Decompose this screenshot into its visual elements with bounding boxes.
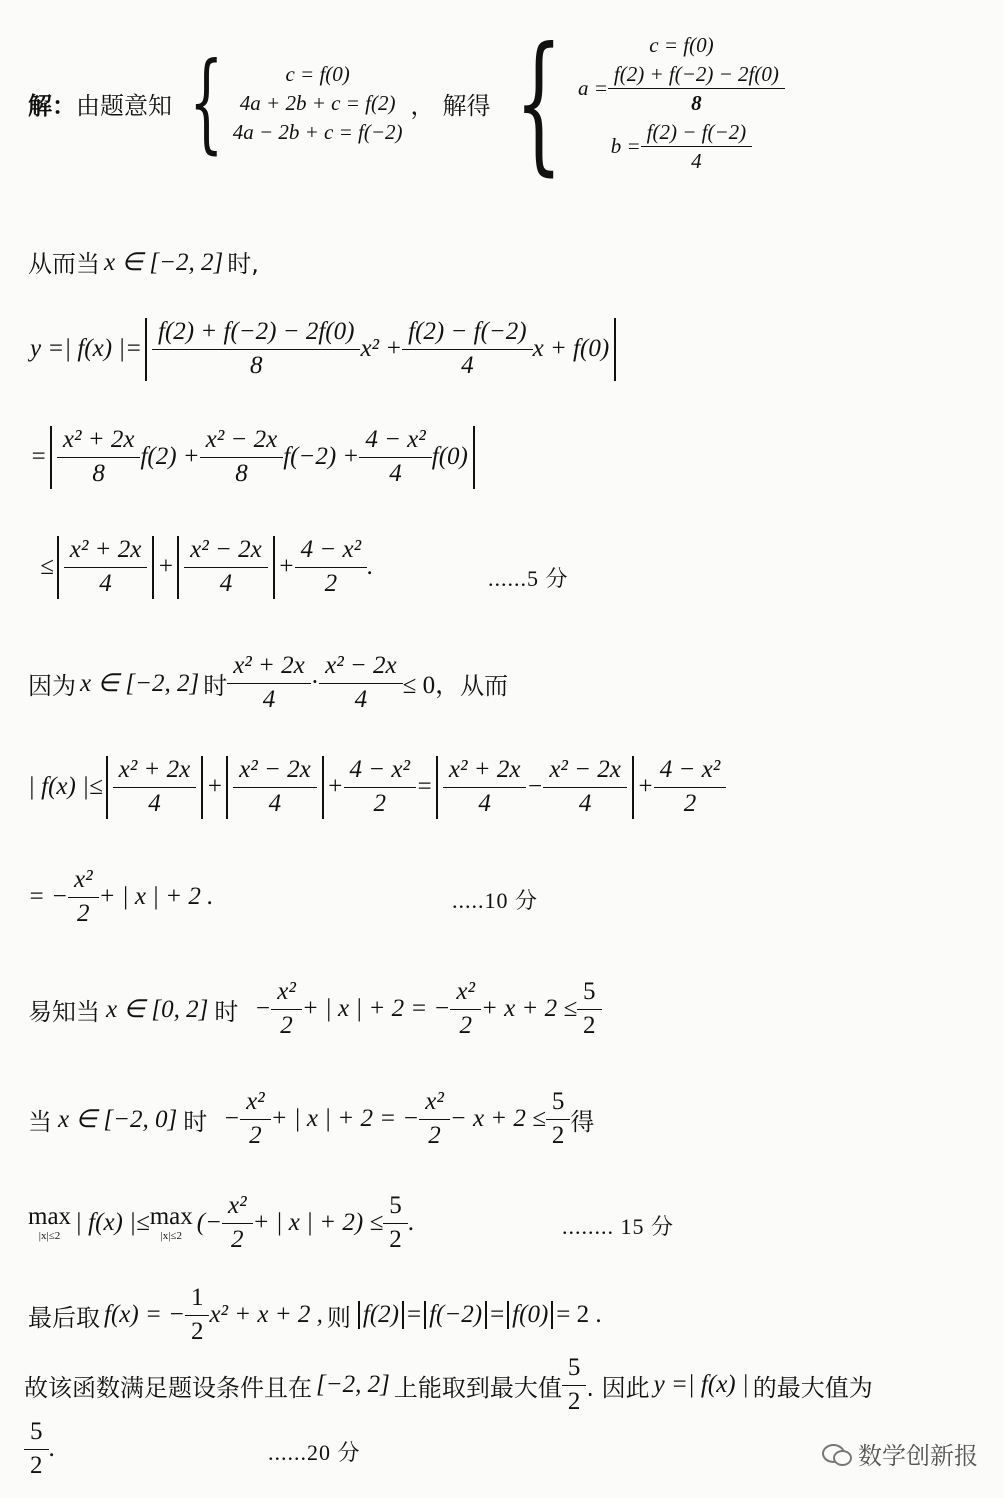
term: | f(x) |≤ bbox=[75, 1209, 150, 1237]
fraction bbox=[236, 756, 314, 819]
abs-fneg2: f(−2) bbox=[424, 1301, 487, 1329]
fraction bbox=[60, 426, 138, 489]
numerator: x² bbox=[227, 1192, 247, 1219]
b-lhs: b = bbox=[610, 133, 641, 158]
max-operator bbox=[150, 1204, 193, 1242]
text: 时 bbox=[203, 671, 228, 700]
numerator: 5 bbox=[551, 1088, 565, 1115]
expr: y =| f(x) | bbox=[653, 1371, 749, 1399]
score-20: ......20 分 bbox=[268, 1440, 361, 1465]
denominator: 2 bbox=[562, 1385, 587, 1417]
system-of-equations-line bbox=[28, 16, 785, 190]
fraction bbox=[611, 62, 782, 115]
denominator: 4 bbox=[543, 787, 627, 819]
numerator: x² + 2x bbox=[69, 536, 142, 563]
denominator: 2 bbox=[24, 1449, 49, 1481]
interval-expr: x ∈ [−2, 2] bbox=[104, 248, 224, 276]
expr: x² + x + 2 , bbox=[209, 1301, 323, 1329]
fraction bbox=[230, 652, 308, 715]
numerator: x² − 2x bbox=[190, 536, 262, 563]
period: . bbox=[48, 1435, 55, 1463]
numerator: x² bbox=[74, 866, 93, 893]
plus: + bbox=[206, 773, 224, 801]
denominator: 4 bbox=[227, 683, 311, 715]
numerator: f(2) + f(−2) − 2f(0) bbox=[158, 318, 355, 345]
equals: = bbox=[406, 1301, 422, 1329]
term: − x + 2 ≤ bbox=[449, 1105, 546, 1133]
denominator: 4 bbox=[402, 349, 532, 381]
case-negative-line bbox=[28, 1088, 594, 1151]
numerator: 4 − x² bbox=[659, 756, 721, 783]
term: + | x | + 2) ≤ bbox=[252, 1209, 384, 1237]
term: + | x | + 2 = − bbox=[301, 995, 451, 1023]
numerator: 4 − x² bbox=[365, 426, 426, 453]
given-system bbox=[233, 60, 403, 147]
numerator: x² bbox=[456, 978, 475, 1005]
numerator: x² − 2x bbox=[239, 756, 311, 783]
interval-expr: [−2, 2] bbox=[316, 1371, 390, 1399]
numerator: x² + 2x bbox=[62, 426, 135, 453]
inequality-line bbox=[40, 536, 373, 599]
equals: = bbox=[416, 773, 433, 801]
fraction bbox=[347, 756, 413, 819]
interval-expr: x ∈ [0, 2] bbox=[106, 996, 209, 1024]
fraction bbox=[203, 426, 281, 489]
denominator: 4 bbox=[184, 567, 268, 599]
lhs: | f(x) |≤ bbox=[28, 773, 103, 801]
fraction bbox=[187, 536, 265, 599]
left-brace-icon: { bbox=[514, 16, 563, 190]
plus: + bbox=[157, 553, 175, 581]
equals: = bbox=[30, 443, 47, 471]
fraction bbox=[274, 978, 299, 1041]
interval-expr: x ∈ [−2, 0] bbox=[58, 1106, 178, 1134]
text: 从而 bbox=[460, 671, 509, 700]
answer-line bbox=[24, 1418, 55, 1481]
conclusion-line bbox=[24, 1354, 873, 1417]
text: 时 bbox=[183, 1107, 208, 1136]
plus: + bbox=[326, 773, 344, 801]
text: 最后取 bbox=[28, 1303, 100, 1332]
plus: + bbox=[277, 553, 295, 581]
abs-bound-line bbox=[28, 756, 726, 819]
absolute-value bbox=[177, 536, 275, 599]
denominator: 4 bbox=[443, 787, 527, 819]
denominator: 2 bbox=[222, 1223, 253, 1255]
absolute-value bbox=[226, 756, 324, 819]
denominator: 8 bbox=[608, 88, 785, 115]
text: 得 bbox=[570, 1107, 595, 1136]
le-zero: ≤ 0， bbox=[402, 672, 461, 700]
text: 从而当 bbox=[28, 250, 100, 278]
max-subscript: |x|≤2 bbox=[38, 1230, 61, 1243]
fraction bbox=[453, 978, 478, 1041]
score-10: .....10 分 bbox=[452, 888, 539, 913]
fraction bbox=[644, 120, 749, 173]
watermark bbox=[822, 1436, 978, 1471]
denominator: 4 bbox=[359, 457, 431, 489]
numerator: x² bbox=[246, 1088, 265, 1115]
numerator: x² bbox=[425, 1088, 444, 1115]
fraction bbox=[188, 1284, 207, 1347]
because-line bbox=[28, 652, 508, 715]
numerator: 5 bbox=[567, 1354, 581, 1381]
domain-line bbox=[28, 244, 259, 279]
wechat-icon bbox=[822, 1442, 852, 1466]
term: + | x | + 2 . bbox=[98, 883, 214, 911]
denominator: 2 bbox=[450, 1009, 481, 1041]
period: . bbox=[367, 553, 374, 581]
interval-expr: x ∈ [−2, 2] bbox=[80, 670, 200, 698]
fraction bbox=[405, 318, 529, 381]
denominator: 2 bbox=[546, 1119, 571, 1151]
fraction bbox=[155, 318, 357, 381]
denominator: 2 bbox=[185, 1315, 210, 1347]
given-eq-3: 4a − 2b + c = f(−2) bbox=[232, 119, 403, 144]
dot: · bbox=[310, 669, 320, 697]
term: f(2) + bbox=[140, 443, 200, 471]
term: f(−2) + bbox=[283, 443, 360, 471]
simplified-line bbox=[28, 866, 213, 929]
text: 的最大值为 bbox=[752, 1373, 873, 1402]
comma: ， bbox=[410, 91, 435, 120]
denominator: 2 bbox=[271, 1009, 302, 1041]
solution-label: 解： bbox=[28, 91, 76, 120]
text: 上能取到最大值 bbox=[393, 1373, 562, 1402]
abs-f2: f(2) bbox=[358, 1301, 404, 1329]
lhs: y =| f(x) |= bbox=[30, 335, 143, 363]
numerator: x² − 2x bbox=[205, 426, 278, 453]
max-line bbox=[28, 1192, 414, 1255]
minus: − bbox=[526, 773, 544, 801]
absolute-value bbox=[106, 756, 204, 819]
numerator: f(2) + f(−2) − 2f(0) bbox=[613, 62, 779, 87]
absolute-value bbox=[50, 426, 475, 489]
absolute-value bbox=[145, 318, 616, 381]
numerator: 4 − x² bbox=[349, 756, 411, 783]
max-operator bbox=[28, 1204, 71, 1242]
numerator: x² − 2x bbox=[325, 652, 397, 679]
y-expression-line bbox=[30, 318, 619, 381]
le: ≤ bbox=[40, 553, 54, 581]
final-choice-line bbox=[28, 1284, 602, 1347]
case-positive-line bbox=[28, 978, 602, 1041]
given-eq-2: 4a + 2b + c = f(2) bbox=[239, 90, 396, 115]
term: (− bbox=[196, 1209, 222, 1237]
solved-eq-a bbox=[578, 62, 785, 115]
text: 时, bbox=[227, 250, 259, 278]
term: + | x | + 2 = − bbox=[270, 1105, 420, 1133]
fraction bbox=[446, 756, 524, 819]
text: . 因此 bbox=[586, 1373, 650, 1402]
fraction bbox=[657, 756, 723, 819]
denominator: 2 bbox=[344, 787, 416, 819]
neg: = − bbox=[28, 883, 68, 911]
period: . bbox=[407, 1209, 414, 1237]
solved-eq-b bbox=[611, 120, 752, 173]
intro-text: 由题意知 bbox=[76, 91, 172, 120]
fraction bbox=[422, 1088, 447, 1151]
text: 则 bbox=[326, 1303, 351, 1332]
max-subscript: |x|≤2 bbox=[160, 1230, 182, 1243]
max-label: max bbox=[28, 1203, 72, 1231]
denominator: 8 bbox=[152, 349, 360, 381]
numerator: f(2) − f(−2) bbox=[408, 318, 527, 345]
fraction bbox=[243, 1088, 268, 1151]
solved-system bbox=[578, 31, 785, 175]
fraction bbox=[362, 426, 428, 489]
watermark-text: 数学创新报 bbox=[858, 1442, 978, 1470]
a-lhs: a = bbox=[577, 76, 608, 101]
denominator: 8 bbox=[200, 457, 284, 489]
numerator: 5 bbox=[389, 1192, 402, 1219]
fraction bbox=[549, 1088, 568, 1151]
fraction bbox=[298, 536, 364, 599]
fraction bbox=[116, 756, 194, 819]
denominator: 2 bbox=[419, 1119, 450, 1151]
absolute-value bbox=[57, 536, 155, 599]
denominator: 2 bbox=[654, 787, 726, 819]
rewrite-line bbox=[30, 426, 478, 489]
denominator: 2 bbox=[577, 1009, 602, 1041]
term: + x + 2 ≤ bbox=[480, 995, 578, 1023]
expr: = 2 . bbox=[556, 1301, 602, 1329]
solved-eq-c: c = f(0) bbox=[649, 33, 714, 58]
denominator: 8 bbox=[57, 457, 141, 489]
text: 时 bbox=[214, 997, 239, 1026]
numerator: 5 bbox=[30, 1418, 43, 1445]
numerator: 5 bbox=[583, 978, 596, 1005]
term: x² + bbox=[360, 335, 403, 363]
denominator: 2 bbox=[383, 1223, 408, 1255]
numerator: 1 bbox=[190, 1284, 204, 1311]
minus: − bbox=[223, 1105, 241, 1133]
numerator: x² + 2x bbox=[448, 756, 521, 783]
score-15: ........ 15 分 bbox=[562, 1214, 675, 1239]
fraction bbox=[565, 1354, 584, 1417]
text: 当 bbox=[28, 1107, 52, 1136]
minus: − bbox=[254, 995, 272, 1023]
term: x + f(0) bbox=[532, 335, 610, 363]
absolute-value bbox=[436, 756, 634, 819]
text: 因为 bbox=[28, 671, 76, 700]
text: 易知当 bbox=[28, 997, 100, 1026]
fraction bbox=[580, 978, 599, 1041]
fraction bbox=[546, 756, 624, 819]
plus: + bbox=[636, 773, 654, 801]
given-eq-1: c = f(0) bbox=[285, 61, 350, 86]
numerator: x² − 2x bbox=[549, 756, 621, 783]
denominator: 2 bbox=[68, 897, 99, 929]
abs-f0: f(0) bbox=[507, 1301, 553, 1329]
denominator: 4 bbox=[233, 787, 317, 819]
numerator: 4 − x² bbox=[300, 536, 362, 563]
term: f(0) bbox=[431, 443, 468, 471]
denominator: 4 bbox=[113, 787, 197, 819]
fraction bbox=[67, 536, 145, 599]
max-label: max bbox=[149, 1203, 193, 1231]
denominator: 2 bbox=[240, 1119, 271, 1151]
left-brace-icon: { bbox=[189, 40, 224, 165]
text: 故该函数满足题设条件且在 bbox=[24, 1373, 312, 1402]
numerator: f(2) − f(−2) bbox=[646, 119, 747, 144]
fraction bbox=[386, 1192, 405, 1255]
solve-text: 解得 bbox=[442, 91, 491, 120]
denominator: 2 bbox=[295, 567, 367, 599]
expr: f(x) = − bbox=[104, 1301, 185, 1329]
score-5: ......5 分 bbox=[488, 566, 569, 591]
fraction bbox=[322, 652, 400, 715]
fraction bbox=[71, 866, 96, 929]
denominator: 4 bbox=[64, 567, 148, 599]
fraction bbox=[27, 1418, 46, 1481]
numerator: x² bbox=[277, 978, 296, 1005]
fraction bbox=[225, 1192, 250, 1255]
numerator: x² + 2x bbox=[118, 756, 191, 783]
equals: = bbox=[490, 1301, 505, 1329]
numerator: x² + 2x bbox=[233, 652, 305, 679]
denominator: 4 bbox=[319, 683, 403, 715]
denominator: 4 bbox=[641, 146, 752, 173]
